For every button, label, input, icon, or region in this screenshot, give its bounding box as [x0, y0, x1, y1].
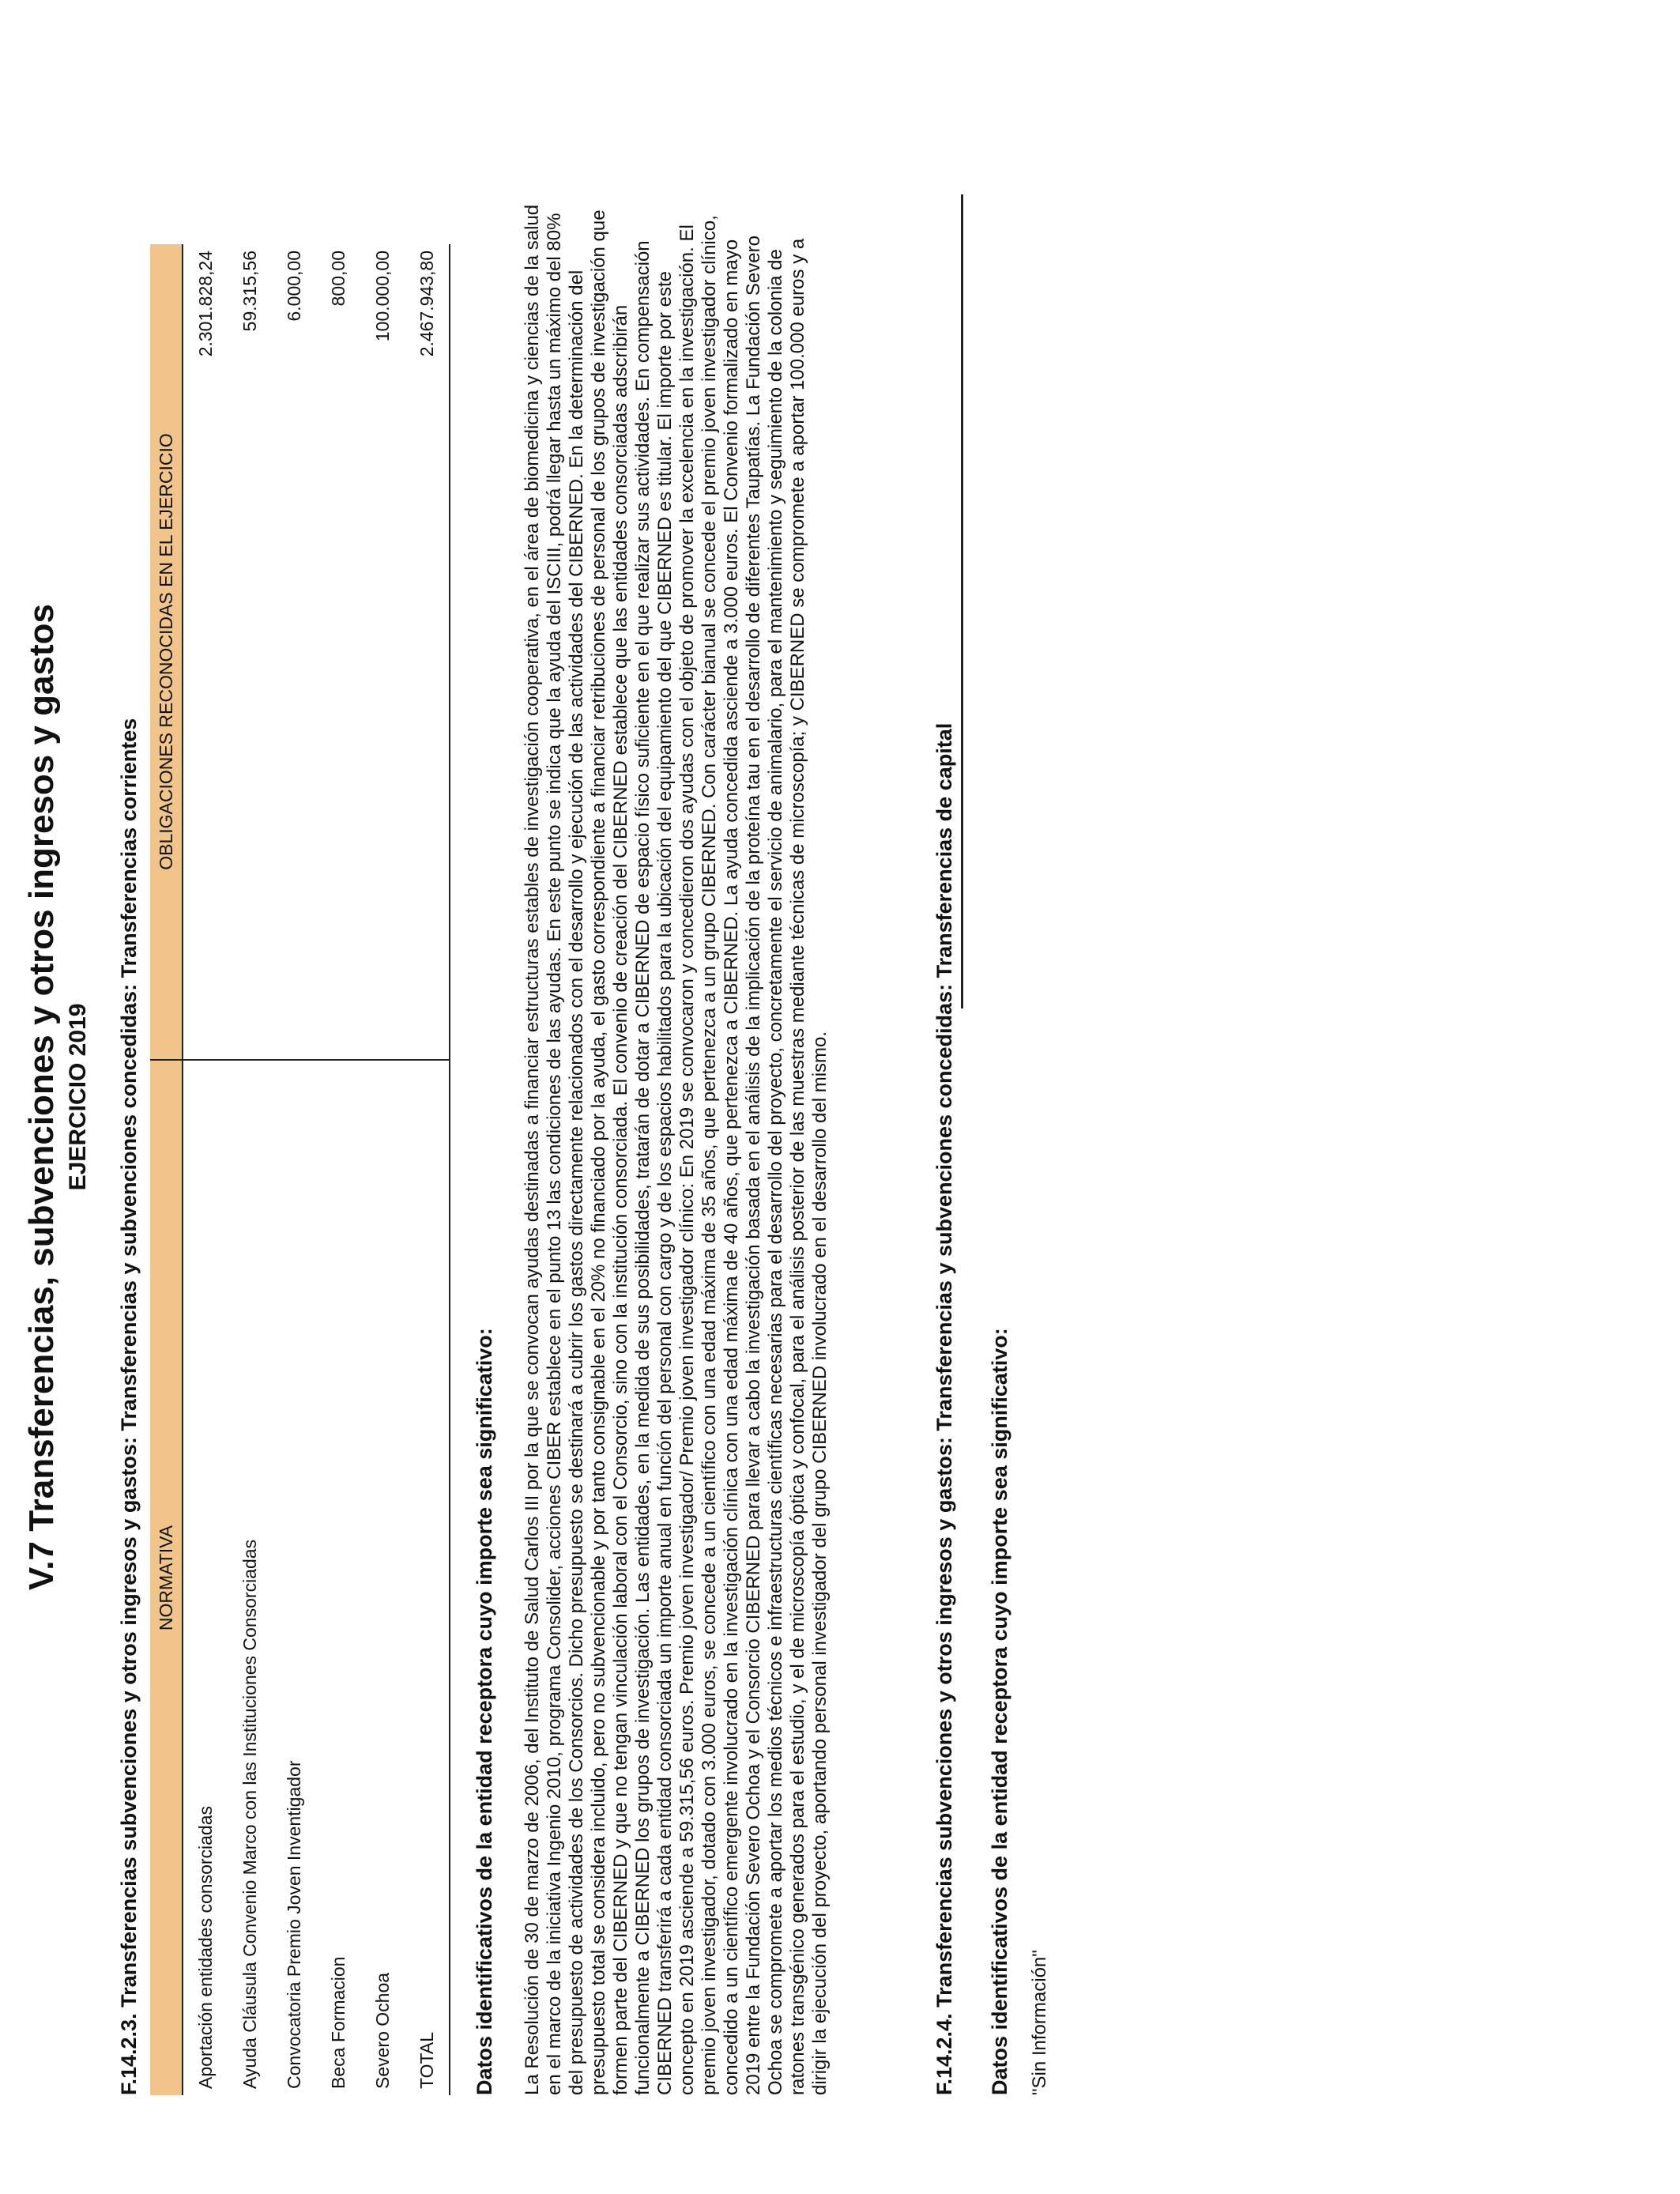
importe-cell: 800,00 [316, 244, 360, 1060]
importe-cell: 6.000,00 [272, 244, 316, 1060]
table-row [360, 244, 405, 2095]
total-label: TOTAL [405, 1060, 450, 2095]
datos-heading-capital: Datos identificativos de la entidad receptora cuyo importe sea significativo: [988, 1328, 1011, 2095]
total-value: 2.467.943,80 [405, 244, 450, 1060]
table-row [228, 244, 272, 2095]
sin-informacion-text: "Sin Información" [1029, 1950, 1050, 2095]
table-row [183, 244, 228, 2095]
col-normativa-header: NORMATIVA [150, 1060, 183, 2095]
table-row [316, 244, 360, 2095]
normativa-cell: Convocatoria Premio Joven Inventigador [283, 1760, 304, 2089]
normativa-cell: Beca Formacion [327, 1956, 348, 2089]
importe-cell: 100.000,00 [360, 244, 405, 1060]
importe-cell: 59.315,56 [228, 244, 272, 1060]
section-divider [961, 194, 963, 1008]
normativa-cell: Aportación entidades consorciadas [194, 1805, 216, 2089]
section-title-capital: F.14.2.4. Transferencias subvenciones y otros ingresos y gastos: Transferencias y subvenciones concedidas: Transferencias de capital [932, 722, 956, 2095]
datos-paragraph-corrientes: La Resolución de 30 de marzo de 2006, del Instituto de Salud Carlos III por la que se convocan ayudas destinadas a financiar estructuras estables de investigación cooperativa, en el área de biomedicina y ciencias de la salud en el marco de la iniciativa Ingenio 2010, programa Consolider, acciones CIBER establece en el punto 13 las condiciones de las ayudas. En este punto se indica que la ayuda del ISCIII, podrá llegar hasta un máximo del 80% del presupuesto de actividades de los Consorcios. Dicho presupuesto se destinará a cubrir los gastos directamente relacionados con el desarrollo y ejecución de las actividades del CIBERNED. En la determinación del presupuesto total se considera incluido, pero no subvencionable y por tanto consignable en el 20% no financiado por la ayuda, el gasto correspondiente a financiar retribuciones de personal de los grupos de investigación que formen parte del CIBERNED y que no tengan vinculación laboral con el Consorcio, sino con la institución consorciada. El convenio de creación del CIBERNED establece que las entidades consorciadas adscribirán funcionalmente a CIBERNED los grupos de investigación. Las entidades, en la medida de sus posibilidades, tratarán de dotar a CIBERNED de espacio físico suficiente en el que realizar sus actividades. En compensación CIBERNED transferirá a cada entidad consorciada un importe anual en función del personal con cargo y de los espacios habilitados para la ubicación del equipamiento del que CIBERNED es titular. El importe por este concepto en 2019 asciende a 59.315,56 euros. Premio joven investigador/ Premio joven investigador clínico: En 2019 se convocaron y concedieron dos ayudas con el objeto de promover la excelencia en la investigación. El premio joven investigador, dotado con 3.000 euros, se concede a un científico con una edad máxima de 35 años, que pertenezca a un grupo CIBERNED. Con carácter bianual se concede el premio joven investigador clínico, concedido a un científico emergente involucrado en la investigación clínica con una edad máxima de 40 años, que pertenezca a CIBERNED. La ayuda concedida asciende a 3.000 euros. El Convenio formalizado en mayo 2019 entre la Fundación Severo Ochoa y el Consorcio CIBERNED para llevar a cabo la investigación basada en el análisis de la implicación de la proteína tau en el desarrollo de diferentes Taupatías. La Fundación Severo Ochoa se compromete a aportar los medios técnicos e infraestructuras científicas necesarias para el desarrollo del proyecto, concretamente el servicio de animalario, para el mantenimiento y seguimiento de la colonia de ratones transgénico generados para el estudio, y el de microscopía óptica y confocal, para el análisis posterior de las muestras mediante técnicas de microscopía; y CIBERNED se compromete a aportar 100.000 euros y a dirigir la ejecución del proyecto, aportando personal investigador del grupo CIBERNED involucrado en el desarrollo del mismo. [522, 204, 831, 2095]
page-year: EJERCICIO 2019 [65, 1003, 91, 1191]
table-total-row [405, 244, 450, 2095]
section-title-corrientes: F.14.2.3. Transferencias subvenciones y otros ingresos y gastos: Transferencias y subvenciones concedidas: Transferencias corrientes [117, 718, 141, 2095]
transferencias-table [150, 244, 450, 2095]
datos-heading-corrientes: Datos identificativos de la entidad receptora cuyo importe sea significativo: [473, 1328, 496, 2095]
table-header-row [150, 244, 183, 2095]
normativa-cell: Severo Ochoa [371, 1972, 393, 2089]
importe-cell: 2.301.828,24 [183, 244, 228, 1060]
table-row [272, 244, 316, 2095]
normativa-cell: Ayuda Cláusula Convenio Marco con las Instituciones Consorciadas [239, 1539, 260, 2089]
page-title: V.7 Transferencias, subvenciones y otros ingresos y gastos [22, 604, 61, 1591]
col-obligaciones-header: OBLIGACIONES RECONOCIDAS EN EL EJERCICIO [150, 244, 183, 1060]
